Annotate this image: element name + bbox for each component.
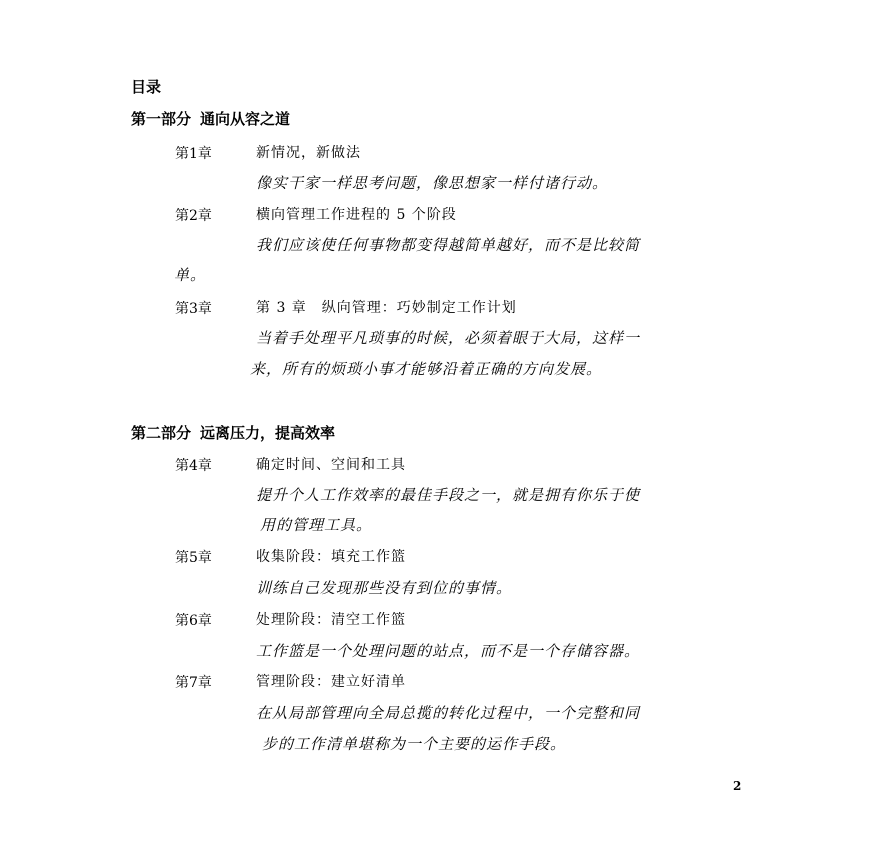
- chapter-3-title: 第 3 章 纵向管理：巧妙制定工作计划: [256, 300, 517, 316]
- chapter-5-quote-line-1: 训练自己发现那些没有到位的事情。: [256, 579, 513, 597]
- part-2-heading: [131, 422, 335, 443]
- chapter-6-title: 处理阶段：清空工作篮: [256, 612, 406, 628]
- chapter-2-number: 第2章: [175, 208, 212, 224]
- chapter-7-number: 第7章: [175, 675, 212, 691]
- toc-title: 目录: [131, 78, 162, 96]
- chapter-4-number: 第4章: [175, 458, 212, 474]
- part-2-title: 远离压力，提高效率: [200, 424, 336, 442]
- chapter-4-title: 确定时间、空间和工具: [256, 457, 406, 473]
- chapter-7-title: 管理阶段：建立好清单: [256, 674, 406, 690]
- chapter-2-quote-line-2: 单。: [174, 266, 207, 284]
- page-number: 2: [733, 779, 742, 793]
- chapter-5-title: 收集阶段：填充工作篮: [256, 549, 406, 565]
- chapter-5-number: 第5章: [175, 550, 212, 566]
- chapter-4-quote-line-2: 用的管理工具。: [260, 516, 373, 534]
- chapter-1-number: 第1章: [175, 146, 212, 162]
- chapter-1-title: 新情况，新做法: [256, 145, 361, 161]
- chapter-3-quote-line-1: 当着手处理平凡琐事的时候，必须着眼于大局，这样一: [256, 329, 641, 347]
- part-1-title: 通向从容之道: [200, 110, 291, 128]
- chapter-1-quote-line-1: 像实干家一样思考问题，像思想家一样付诸行动。: [256, 174, 609, 192]
- part-2-label: 第二部分: [131, 424, 192, 442]
- part-1-heading: [131, 108, 290, 129]
- chapter-3-quote-line-2: 来，所有的烦琐小事才能够沿着正确的方向发展。: [250, 360, 603, 378]
- chapter-2-title: 横向管理工作进程的 5 个阶段: [256, 207, 457, 223]
- chapter-7-quote-line-2: 步的工作清单堪称为一个主要的运作手段。: [262, 735, 567, 753]
- chapter-4-quote-line-1: 提升个人工作效率的最佳手段之一，就是拥有你乐于使: [256, 486, 641, 504]
- chapter-3-number: 第3章: [175, 301, 212, 317]
- chapter-6-number: 第6章: [175, 613, 212, 629]
- chapter-6-quote-line-1: 工作篮是一个处理问题的站点，而不是一个存储容器。: [256, 642, 641, 660]
- chapter-7-quote-line-1: 在从局部管理向全局总揽的转化过程中，一个完整和同: [256, 704, 641, 722]
- part-1-label: 第一部分: [131, 110, 192, 128]
- chapter-2-quote-line-1: 我们应该使任何事物都变得越简单越好，而不是比较简: [256, 236, 641, 254]
